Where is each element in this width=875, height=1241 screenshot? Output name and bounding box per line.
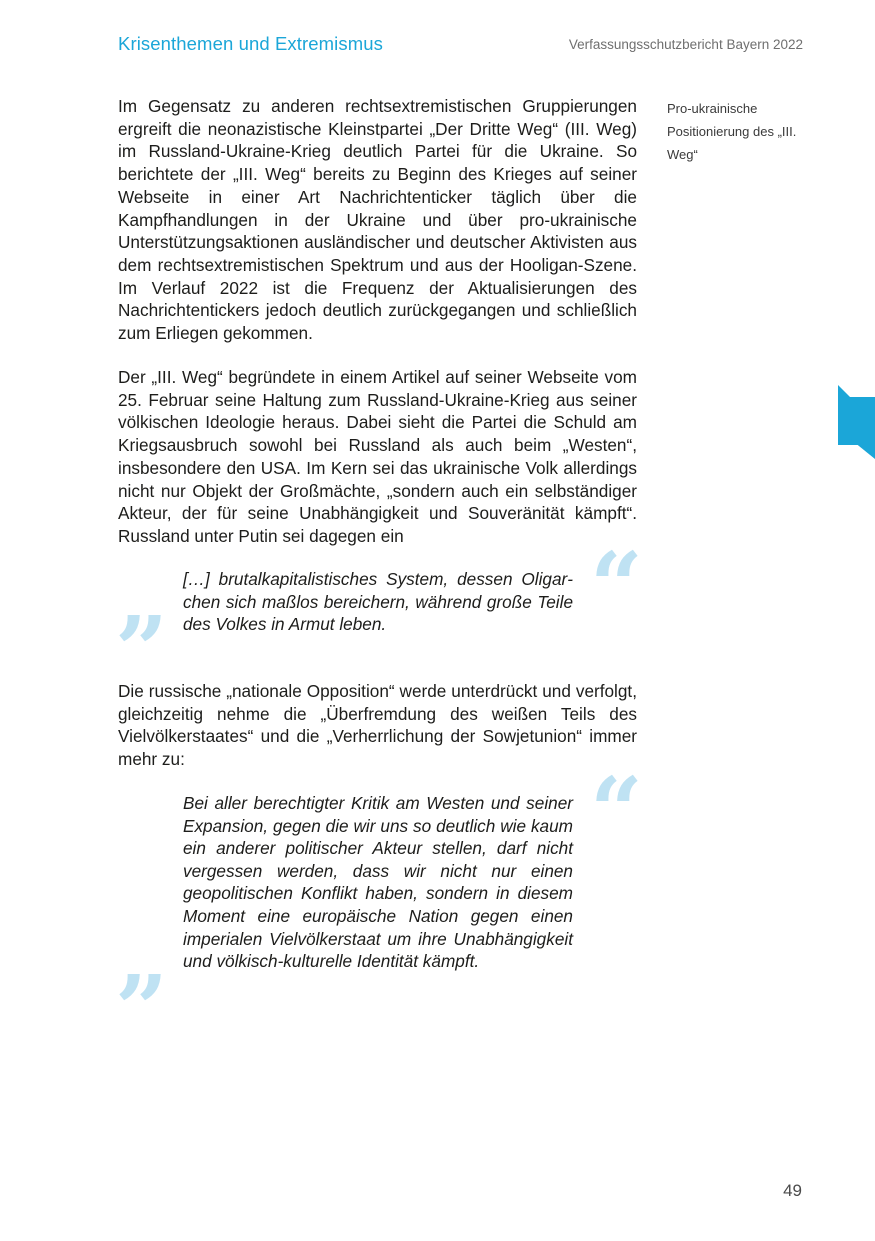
quote-open-icon: “	[590, 757, 643, 865]
report-title: Verfassungsschutzbericht Bayern 2022	[568, 37, 803, 52]
quote-open-icon: “	[590, 532, 643, 640]
quote-close-icon: ”	[115, 955, 168, 1063]
page-number: 49	[783, 1181, 802, 1200]
quote-close-icon: ”	[115, 596, 168, 704]
margin-note: Pro-ukrainische Positionierung des „III. Weg“	[667, 101, 797, 162]
chapter-tab-shape	[838, 385, 875, 459]
paragraph-1: Im Gegensatz zu anderen rechtsextremistischen Gruppierungen ergreift die neonazistische Kleinstpartei „Der Dritte Weg“ (III. Weg) im Russland-Ukraine-Krieg deutlich Partei für die Ukraine. So berichtete der „III. Weg“ bereits zu Beginn des Krieges auf seiner Webseite in einer Art Nachrichtenticker täglich über die Kampfhandlungen in der Ukraine und über pro-ukrainische Unterstützungsaktionen ausländischer und deutscher Aktivisten aus dem rechtsextremistischen Spektrum und aus der Hooligan-Szene. Im Verlauf 2022 ist die Frequenz der Aktualisierungen des Nachrichtentickers jedoch deutlich zurückgegangen und schließlich zum Erliegen gekommen.	[118, 96, 637, 344]
quote-1: […] brutalkapitalistisches System, dessen Oligarchen sich maßlos bereichern, während große Teile des Volkes in Armut leben.	[183, 569, 573, 635]
quote-2: Bei aller berechtigter Kritik am Westen und seiner Expansion, gegen die wir uns so deutlich wie kaum ein anderer politischer Akteur stellen, darf nicht vergessen werden, dass wir nicht nur einen geopolitischen Konflikt haben, sondern in diesem Moment eine europäische Nation gegen einen imperialen Vielvölkerstaat um ihre Unabhängigkeit und völkisch-kulturelle Identität kämpft.	[183, 793, 573, 972]
section-title: Krisenthemen und Extremismus	[118, 33, 383, 54]
paragraph-3: Die russische „nationale Opposition“ werde unterdrückt und verfolgt, gleichzeitig nehme die „Überfremdung des weißen Teils des Vielvölkerstaates“ und die „Verherrlichung der Sowjetunion“ immer mehr zu:	[118, 681, 637, 770]
paragraph-2: Der „III. Weg“ begründete in einem Artikel auf seiner Webseite vom 25. Februar seine Haltung zum Russland-Ukraine-Krieg aus seiner völkischen Ideologie heraus. Dabei sieht die Partei die Schuld am Kriegsausbruch sowohl bei Russland als auch beim „Westen“, insbesondere den USA. Im Kern sei das ukrainische Volk allerdings nicht nur Objekt der Großmächte, „sondern auch ein selbständiger Akteur, der für seine Unabhängigkeit und Souveränität kämpft“. Russland unter Putin sei dagegen ein	[118, 367, 637, 546]
